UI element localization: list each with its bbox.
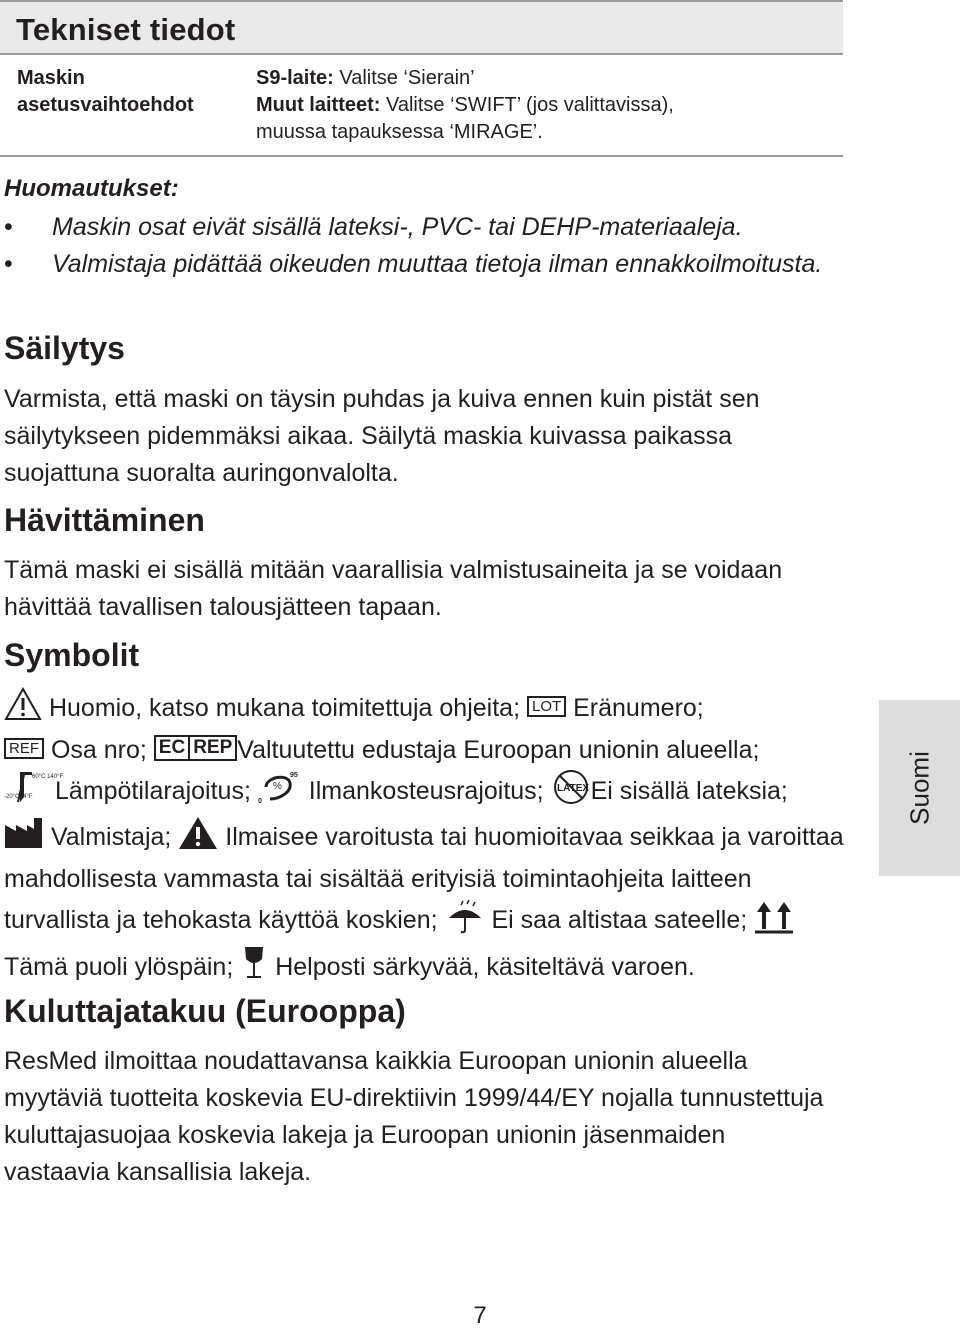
ec-rep-icon <box>154 735 237 761</box>
warranty-text: ResMed ilmoittaa noudattavansa kaikkia Euroopan unionin alueella myytäviä tuotteita koskevia EU-direktiivin 1999/44/EY nojalla tunnustettuja kuluttajasuojaa koskevia lakeja ja Euroopan unionin jäsenmaiden vastaavia kansallisia lakeja. <box>4 1047 824 1186</box>
note-text: Maskin osat eivät sisällä lateksi-, PVC- tai DEHP-materiaaleja. <box>52 213 743 241</box>
tech-row-mask-settings <box>0 55 843 157</box>
ecrep-text: Valtuutettu edustaja Euroopan unionin alueella; <box>237 736 760 764</box>
latex-icon-label: LATEX <box>556 783 589 794</box>
language-tab <box>879 700 960 876</box>
ref-text: Osa nro; <box>50 736 147 764</box>
warning-text: Ilmaisee varoitusta tai huomioitavaa seikkaa ja varoittaa mahdollisesta vammasta tai sisältää erityisiä toimintaohjeita laitteen turvallista ja tehokasta käyttöä koskien; <box>4 823 844 935</box>
disposal-heading: Hävittäminen <box>4 502 205 538</box>
upright-text: Tämä puoli ylöspäin; <box>4 953 234 982</box>
lot-text: Eränumero; <box>573 694 704 723</box>
humidity-unit: % <box>272 781 282 792</box>
disposal-text: Tämä maski ei sisällä mitään vaarallisia valmistusaineita ja se voidaan hävittää tavallisen talousjätteen tapaan. <box>4 556 783 621</box>
temperature-text: Lämpötilarajoitus; <box>54 777 251 806</box>
temperature-limit-icon <box>4 769 64 816</box>
manufacturer-icon <box>4 817 44 860</box>
s9-label: S9-laite: <box>256 67 334 89</box>
storage-heading: Säilytys <box>4 330 125 366</box>
page-number: 7 <box>473 1302 487 1329</box>
notes-list <box>4 209 844 283</box>
fragile-text: Helposti särkyvää, käsiteltävä varoen. <box>275 953 695 982</box>
tech-value-s9 <box>256 65 836 92</box>
ref-icon: REF <box>4 738 44 759</box>
humidity-low-label: 0 <box>257 798 262 805</box>
symbols-paragraph <box>4 687 854 992</box>
manufacturer-text: Valmistaja; <box>50 823 172 852</box>
note-item-2 <box>4 246 844 283</box>
humidity-high-label: 95 <box>289 772 298 779</box>
s9-text: Valitse ‘Sierain’ <box>333 67 475 89</box>
temp-low-label: -20°C -4°F <box>4 794 33 800</box>
note-text: Valmistaja pidättää oikeuden muuttaa tietoja ilman ennakkoilmoitusta. <box>52 250 823 278</box>
language-tab-label: Suomi <box>904 751 934 825</box>
tech-value-other <box>256 92 836 119</box>
other-label: Muut laitteet: <box>256 94 381 116</box>
other-text: Valitse ‘SWIFT’ (jos valittavissa), <box>380 94 674 116</box>
note-item-1 <box>4 209 844 246</box>
rain-text: Ei saa altistaa sateelle; <box>491 906 748 935</box>
fragile-glass-icon <box>240 945 268 992</box>
this-way-up-icon <box>754 898 794 945</box>
tech-label: Maskin asetusvaihtoehdot <box>17 67 194 116</box>
rep-label: REP <box>188 737 235 759</box>
caution-triangle-icon <box>4 687 42 732</box>
tech-value-other-cont: muussa tapauksessa ‘MIRAGE’. <box>256 121 543 143</box>
tech-values <box>256 65 836 146</box>
temp-high-label: 60°C 140°F <box>32 774 64 780</box>
lot-icon: LOT <box>527 696 566 717</box>
notes-heading: Huomautukset: <box>4 175 179 202</box>
bullet: • <box>4 250 13 278</box>
ec-label: EC <box>158 737 186 759</box>
caution-text: Huomio, katso mukana toimitettuja ohjeita; <box>48 694 521 723</box>
warning-triangle-icon <box>178 816 218 861</box>
latex-free-icon <box>551 769 591 816</box>
warranty-heading: Kuluttajatakuu (Eurooppa) <box>4 993 406 1029</box>
keep-dry-umbrella-icon <box>445 898 485 945</box>
symbols-heading: Symbolit <box>4 637 140 673</box>
humidity-text: Ilmankosteusrajoitus; <box>308 777 544 806</box>
tech-title: Tekniset tiedot <box>16 12 236 47</box>
tech-title-bar <box>0 0 843 55</box>
humidity-limit-icon <box>258 769 302 816</box>
bullet: • <box>4 213 13 241</box>
latex-text: Ei sisällä lateksia; <box>590 777 788 806</box>
storage-text: Varmista, että maski on täysin puhdas ja kuiva ennen kuin pistät sen säilytykseen pidemmäksi aikaa. Säilytä maskia kuivassa paikassa suojattuna suoralta auringonvalolta. <box>4 385 760 487</box>
